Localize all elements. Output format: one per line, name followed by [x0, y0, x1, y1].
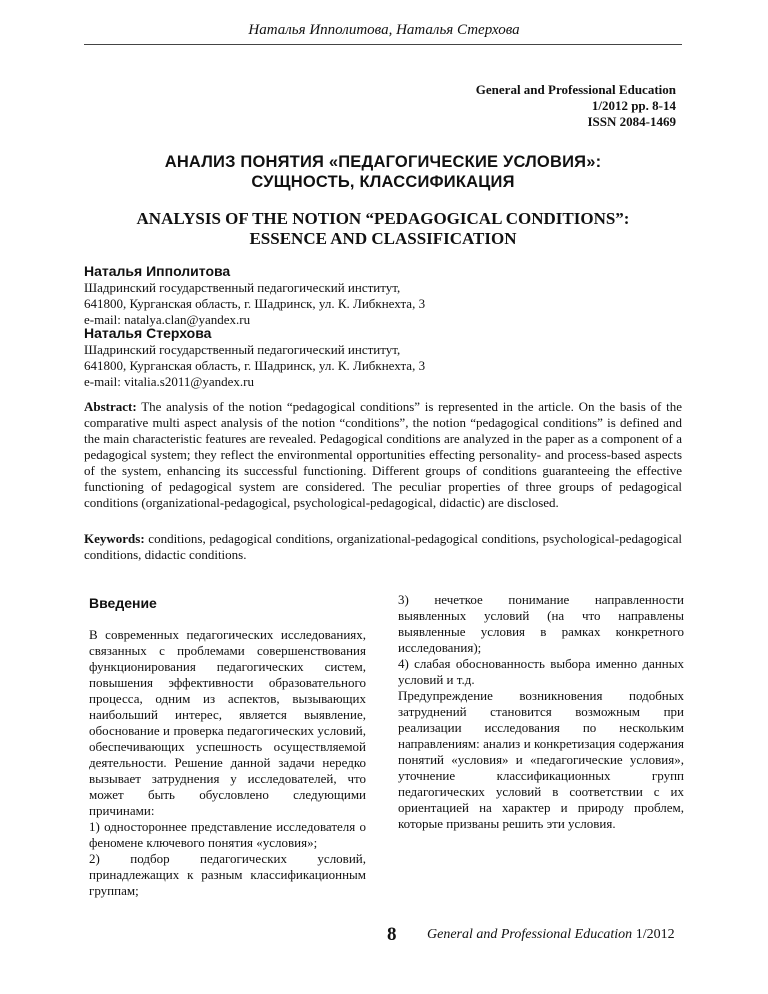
journal-issue-pages: 1/2012 pp. 8-14	[591, 98, 676, 113]
section-heading: Введение	[89, 595, 157, 611]
keywords	[84, 531, 682, 563]
keywords-text: conditions, pedagogical conditions, organizational-pedagogical conditions, psychological-pedagogical conditions, didactic conditions.	[84, 531, 683, 562]
author-address: 641800, Курганская область, г. Шадринск, ул. К. Либкнехта, 3	[84, 358, 426, 373]
author-email: e-mail: vitalia.s2011@yandex.ru	[84, 374, 254, 389]
author-institution: Шадринский государственный педагогический институт,	[84, 280, 401, 295]
journal-info	[476, 82, 676, 130]
footer-journal	[427, 927, 675, 943]
keywords-label: Keywords:	[84, 531, 145, 546]
author-institution: Шадринский государственный педагогический институт,	[84, 342, 401, 357]
reason-item: 3) нечеткое понимание направленности выявленных условий (на что направлены выявленные условия в рамках конкретного исследования);	[398, 592, 684, 655]
abstract-label: Abstract:	[84, 399, 137, 414]
journal-name: General and Professional Education	[475, 82, 676, 97]
abstract	[84, 399, 682, 511]
header-divider	[84, 44, 682, 45]
reason-item: 2) подбор педагогических условий, принадлежащих к разным классификационным группам;	[89, 851, 366, 898]
title-english	[84, 209, 682, 249]
footer-journal-name: General and Professional Education	[427, 927, 633, 942]
right-column	[398, 592, 684, 832]
abstract-text: The analysis of the notion “pedagogical conditions” is represented in the article. On the basis of the comparative multi aspect analysis of the notion “conditions”, the notion “pedagogical conditions” is defined and the main characteristic features are revealed. Pedagogical conditions are analyzed in the paper as a component of a pedagogical system; they reflect the environmental opportunities effecting personality- and process-based aspects of the system, enhancing its successful functioning. Different groups of conditions guaranteeing the effective functioning of pedagogical system are considered. The peculiar properties of three groups of pedagogical conditions (organizational-pedagogical, psychological-pedagogical, didactic) are disclosed.	[84, 399, 682, 510]
author-block	[84, 262, 682, 328]
title-russian-line: АНАЛИЗ ПОНЯТИЯ «ПЕДАГОГИЧЕСКИЕ УСЛОВИЯ»:	[164, 153, 602, 171]
running-head: Наталья Ипполитова, Наталья Стерхова	[248, 22, 520, 38]
author-name: Наталья Ипполитова	[84, 263, 231, 279]
title-russian	[84, 152, 682, 192]
title-english-line: ESSENCE AND CLASSIFICATION	[249, 229, 517, 248]
author-name: Наталья Стерхова	[84, 325, 212, 341]
title-russian-line: СУЩНОСТЬ, КЛАССИФИКАЦИЯ	[251, 173, 515, 191]
reason-item: 4) слабая обоснованность выбора именно данных условий и т.д.	[398, 656, 684, 687]
reason-item: 1) одностороннее представление исследователя о феномене ключевого понятия «условия»;	[89, 819, 366, 850]
title-english-line: ANALYSIS OF THE NOTION “PEDAGOGICAL CONDITIONS”:	[136, 209, 630, 228]
left-column	[89, 594, 366, 899]
intro-paragraph: В современных педагогических исследованиях, связанных с проблемами совершенствования функционирования педагогических систем, повышения эффективности образовательного процесса, одним из аспектов, вызывающих наибольший интерес, является выявление, обоснование и проверка педагогических условий, обеспечивающих успешность осуществляемой деятельности. Решение данной задачи нередко вызывает затруднения у исследователей, что может быть обусловлено следующими причинами:	[89, 627, 366, 818]
author-address: 641800, Курганская область, г. Шадринск, ул. К. Либкнехта, 3	[84, 296, 426, 311]
page-number: 8	[387, 924, 397, 945]
journal-issn: ISSN 2084-1469	[587, 114, 676, 129]
conclusion-paragraph: Предупреждение возникновения подобных затруднений становится возможным при реализации исследования по нескольким направлениям: анализ и конкретизация содержания понятий «условия» и «педагогические условия», уточнение классификационных групп педагогических условий в соответствии с их ориентацией на характер и природу проблем, которые призваны решить эти условия.	[398, 688, 684, 831]
footer-issue: 1/2012	[635, 927, 675, 942]
author-block	[84, 324, 682, 390]
author-email: e-mail: natalya.clan@yandex.ru	[84, 312, 251, 327]
